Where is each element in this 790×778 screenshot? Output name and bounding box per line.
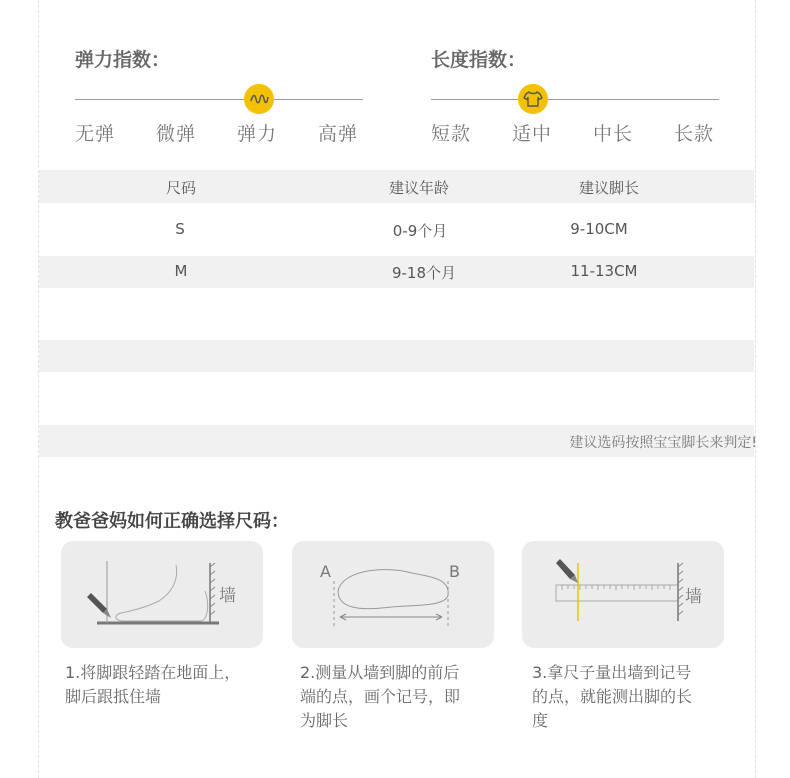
elasticity-level-slight: 微弹	[156, 123, 197, 145]
elasticity-track	[75, 99, 363, 100]
table-row-empty	[39, 340, 754, 372]
length-track	[431, 99, 719, 100]
step-2-caption: 2.测量从墙到脚的前后 端的点，画个记号，即 为脚长	[300, 663, 461, 730]
wall-label: 墙	[219, 586, 236, 606]
elasticity-level-high: 高弹	[318, 123, 359, 145]
shirt-icon	[518, 84, 548, 114]
length-level-short: 短款	[431, 123, 472, 145]
elasticity-title: 弹力指数：	[75, 49, 171, 71]
size-table-header	[39, 170, 754, 203]
row-s-foot-length: 9-10CM	[570, 220, 628, 238]
row-m-size: M	[174, 262, 188, 280]
point-a-label: A	[320, 562, 331, 581]
header-foot-length: 建议脚长	[578, 179, 640, 197]
heel-to-wall-icon	[61, 541, 263, 648]
row-m-foot-length: 11-13CM	[570, 262, 638, 280]
table-row	[39, 256, 754, 288]
step-1-caption: 1.将脚跟轻踏在地面上， 脚后跟抵住墙	[65, 663, 241, 706]
foot-length-icon	[292, 541, 494, 648]
row-s-age: 0-9个月	[392, 222, 448, 240]
step-3-caption: 3.拿尺子量出墙到记号 的点，就能测出脚的长 度	[532, 663, 693, 730]
ruler-icon	[522, 541, 724, 648]
point-b-label: B	[449, 562, 460, 581]
elasticity-level-none: 无弹	[75, 123, 116, 145]
wall-label: 墙	[685, 587, 702, 607]
elasticity-level-elastic: 弹力	[237, 123, 278, 145]
length-level-mid-long: 中长	[593, 123, 634, 145]
length-title: 长度指数：	[431, 49, 527, 71]
table-row	[39, 203, 754, 256]
size-note: 建议选码按照宝宝脚长来判定!	[569, 435, 757, 451]
row-s-size: S	[175, 220, 185, 238]
wave-icon	[244, 84, 274, 114]
guide-title: 教爸爸妈如何正确选择尺码：	[55, 511, 289, 532]
header-size: 尺码	[165, 179, 197, 197]
header-age: 建议年龄	[388, 179, 450, 197]
row-m-age: 9-18个月	[391, 264, 457, 282]
length-level-regular: 适中	[512, 123, 553, 145]
length-level-long: 长款	[674, 123, 715, 145]
